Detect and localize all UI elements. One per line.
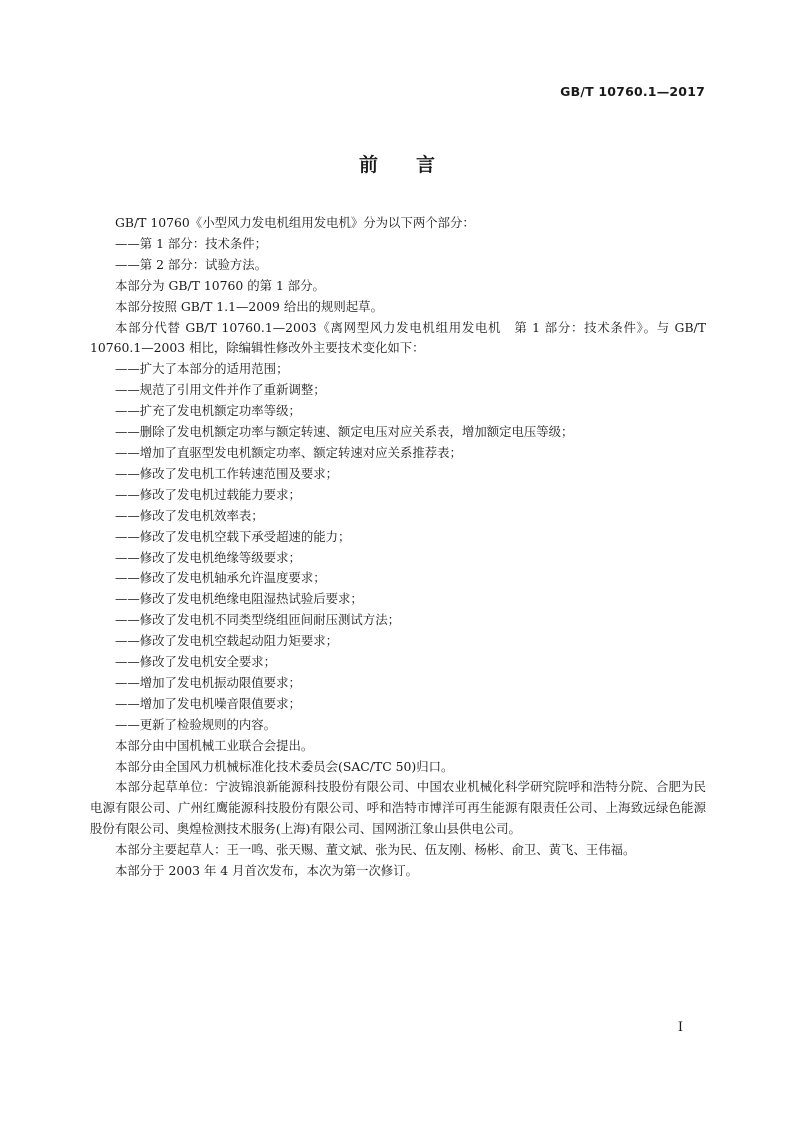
paragraph: 本部分由中国机械工业联合会提出。 <box>115 737 314 753</box>
list-item: ——扩大了本部分的适用范围； <box>115 361 289 377</box>
list-item: ——第 2 部分：试验方法。 <box>115 256 268 272</box>
list-item: ——增加了发电机噪音限值要求； <box>115 695 301 711</box>
list-item: ——修改了发电机效率表； <box>115 507 264 523</box>
list-item: ——修改了发电机安全要求； <box>115 654 277 670</box>
paragraph: 本部分由全国风力机械标准化技术委员会(SAC/TC 50)归口。 <box>115 758 454 774</box>
list-item: ——修改了发电机绝缘电阻湿热试验后要求； <box>115 591 363 607</box>
body-text <box>90 213 706 882</box>
paragraph: 本部分于 2003 年 4 月首次发布，本次为第一次修订。 <box>115 863 418 879</box>
list-item: ——扩充了发电机额定功率等级； <box>115 403 301 419</box>
paragraph: 本部分为 GB/T 10760 的第 1 部分。 <box>115 277 325 293</box>
paragraph: 本部分代替 GB/T 10760.1—2003《离网型风力发电机组用发电机 第 1 部分：技术条件》。与 GB/T 10760.1—2003 相比，除编辑性修改外主要技术变化如下： <box>90 319 706 356</box>
list-item: ——更新了检验规则的内容。 <box>115 716 277 732</box>
list-item: ——修改了发电机工作转速范围及要求； <box>115 465 339 481</box>
paragraph: 本部分起草单位：宁波锦浪新能源科技股份有限公司、中国农业机械化科学研究院呼和浩特分院、合肥为民电源有限公司、广州红鹰能源科技股份有限公司、呼和浩特市博洋可再生能源有限责任公司、上海致远绿色能源股份有限公司、奥煌检测技术服务(上海)有限公司、国网浙江象山县供电公司。 <box>90 779 706 837</box>
page-title: 前言 <box>358 154 473 176</box>
list-item: ——修改了发电机空载起动阻力矩要求； <box>115 633 339 649</box>
standard-number: GB/T 10760.1—2017 <box>560 84 705 99</box>
list-item: ——增加了发电机振动限值要求； <box>115 674 301 690</box>
list-item: ——修改了发电机空载下承受超速的能力； <box>115 528 351 544</box>
list-item: ——修改了发电机不同类型绕组匝间耐压测试方法； <box>115 612 400 628</box>
paragraph: 本部分主要起草人：王一鸣、张天赐、董文斌、张为民、伍友刚、杨彬、俞卫、黄飞、王伟福。 <box>115 842 636 858</box>
paragraph: 本部分按照 GB/T 1.1—2009 给出的规则起草。 <box>115 298 383 314</box>
list-item: ——增加了直驱型发电机额定功率、额定转速对应关系推荐表； <box>115 444 462 460</box>
list-item: ——规范了引用文件并作了重新调整； <box>115 382 326 398</box>
list-item: ——修改了发电机轴承允许温度要求； <box>115 570 326 586</box>
list-item: ——删除了发电机额定功率与额定转速、额定电压对应关系表，增加额定电压等级； <box>115 424 574 440</box>
list-item: ——修改了发电机绝缘等级要求； <box>115 549 301 565</box>
list-item: ——修改了发电机过载能力要求； <box>115 486 301 502</box>
page-number: I <box>677 1020 683 1035</box>
paragraph: GB/T 10760《小型风力发电机组用发电机》分为以下两个部分： <box>115 215 475 230</box>
list-item: ——第 1 部分：技术条件； <box>115 235 268 251</box>
